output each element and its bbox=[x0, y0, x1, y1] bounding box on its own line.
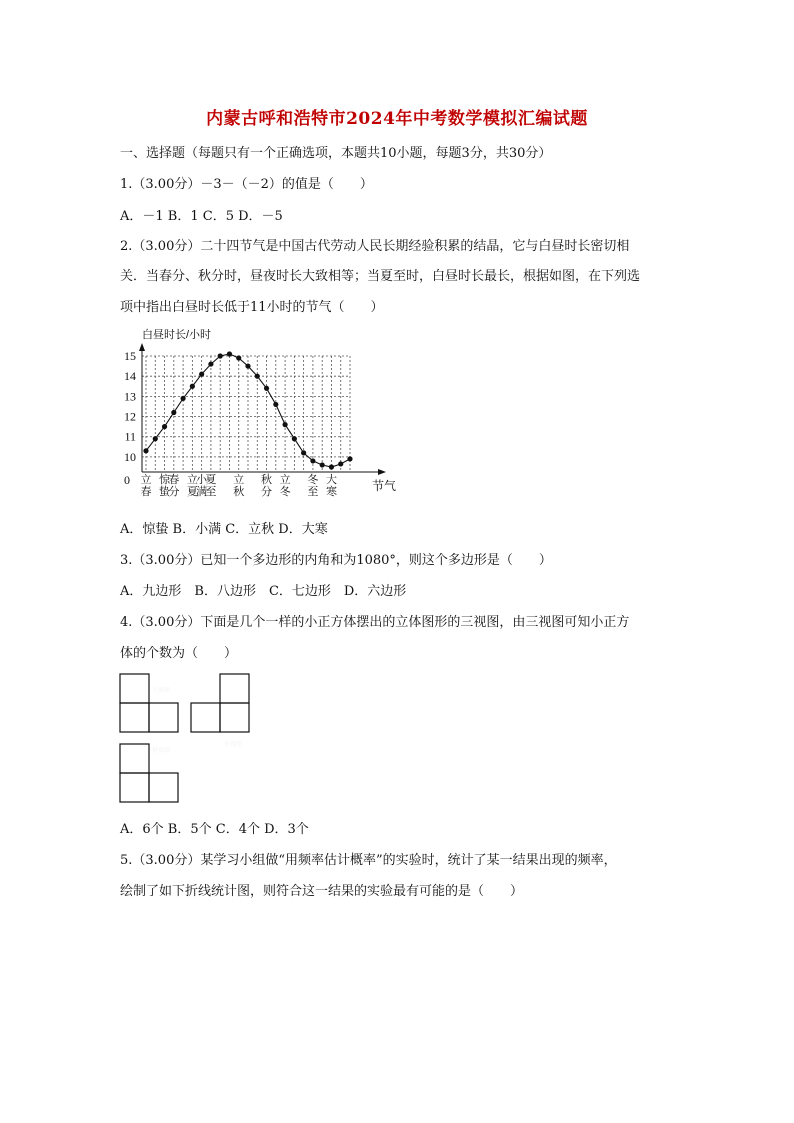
view-square bbox=[220, 674, 249, 703]
data-point bbox=[199, 372, 204, 377]
front-view-label: 主视图 bbox=[152, 687, 171, 694]
x-label-char: 分 bbox=[168, 486, 180, 498]
question-2-stem-line-2: 关．当春分、秋分时，昼夜时长大致相等；当夏至时，白昼时长最长，根据如图，在下列选 bbox=[120, 269, 641, 284]
x-label-char: 秋 bbox=[233, 486, 245, 498]
question-5-stem-line-2: 绘制了如下折线统计图，则符合这一结果的实验最有可能的是（ ） bbox=[120, 884, 524, 899]
data-point bbox=[227, 351, 232, 356]
x-label bbox=[307, 472, 318, 498]
x-label-char: 小 bbox=[196, 474, 208, 486]
data-point bbox=[264, 386, 269, 391]
x-label-char: 分 bbox=[261, 486, 273, 498]
view-square bbox=[120, 674, 149, 703]
x-label-char: 立 bbox=[233, 474, 245, 486]
question-3-options: A．九边形 B．八边形 C．七边形 D．六边形 bbox=[120, 584, 407, 599]
x-label-char: 寒 bbox=[325, 486, 337, 498]
daylight-chart bbox=[118, 324, 418, 506]
data-point bbox=[153, 436, 158, 441]
x-label bbox=[141, 473, 152, 498]
question-5-stem-line-1: 5.（3.00分）某学习小组做“用频率估计概率”的实验时，统计了某一结果出现的频率， bbox=[120, 853, 617, 868]
x-label-char: 满 bbox=[196, 486, 208, 498]
x-label bbox=[168, 473, 179, 498]
series-line bbox=[146, 354, 350, 467]
view-square bbox=[220, 703, 249, 732]
view-square bbox=[149, 703, 178, 732]
x-label-char: 冬 bbox=[307, 474, 319, 486]
view-square bbox=[120, 773, 149, 802]
side-view-label: 左视图 bbox=[224, 741, 243, 748]
x-label-char: 蛰 bbox=[159, 486, 171, 498]
x-label-char: 春 bbox=[168, 474, 180, 486]
question-2-options: A．惊蛰 B．小满 C．立秋 D．大寒 bbox=[120, 522, 328, 537]
section-heading: 一、选择题（每题只有一个正确选项，本题共10小题，每题3分，共30分） bbox=[120, 146, 552, 161]
x-label-char: 大 bbox=[325, 474, 337, 486]
data-point bbox=[320, 462, 325, 467]
data-point bbox=[180, 396, 185, 401]
x-label bbox=[326, 472, 337, 498]
x-label bbox=[261, 472, 272, 498]
x-label-char: 立 bbox=[140, 474, 152, 486]
x-label-char: 惊 bbox=[159, 474, 171, 486]
x-label bbox=[205, 473, 216, 498]
y-tick-label: 13 bbox=[124, 389, 136, 404]
x-label-char: 至 bbox=[307, 486, 319, 498]
question-4-stem-line-1: 4.（3.00分）下面是几个一样的小正方体摆出的立体图形的三视图，由三视图可知小正方 bbox=[120, 615, 630, 630]
chart-xlabel: 节气 bbox=[372, 479, 397, 493]
question-1-stem: 1.（3.00分）－3－（－2）的值是（ ） bbox=[120, 177, 373, 192]
y-tick-label: 10 bbox=[124, 449, 136, 464]
question-2-stem-line-3: 项中指出白昼时长低于11小时的节气（ ） bbox=[120, 300, 384, 315]
x-label bbox=[280, 473, 291, 498]
question-1-options: A．－1 B．1 C．5 D．－5 bbox=[120, 209, 283, 224]
x-label-char: 夏 bbox=[205, 474, 217, 486]
data-point bbox=[245, 363, 250, 368]
view-square bbox=[191, 703, 220, 732]
question-4-stem-line-2: 体的个数为（ ） bbox=[120, 646, 238, 661]
x-axis-arrow bbox=[378, 469, 386, 475]
data-point bbox=[236, 355, 241, 360]
data-point bbox=[273, 402, 278, 407]
x-label-char: 夏 bbox=[186, 486, 198, 498]
view-square bbox=[120, 703, 149, 732]
data-point bbox=[143, 448, 148, 453]
data-point bbox=[171, 410, 176, 415]
view-square bbox=[149, 773, 178, 802]
y-tick-label: 11 bbox=[124, 429, 136, 444]
chart-y-ticks bbox=[124, 349, 136, 464]
data-point bbox=[310, 458, 315, 463]
x-label-char: 冬 bbox=[279, 486, 291, 498]
view-square bbox=[120, 744, 149, 773]
data-point bbox=[255, 374, 260, 379]
data-point bbox=[347, 456, 352, 461]
x-label-char: 秋 bbox=[261, 474, 273, 486]
question-2-stem-line-1: 2.（3.00分）二十四节气是中国古代劳动人民长期经验积累的结晶，它与白昼时长密切相 bbox=[120, 239, 630, 254]
chart-ylabel: 白昼时长/小时 bbox=[142, 329, 212, 341]
x-label-char: 立 bbox=[279, 474, 291, 486]
data-point bbox=[301, 450, 306, 455]
question-4-options: A．6个 B．5个 C．4个 D．3个 bbox=[120, 822, 309, 837]
y-axis-arrow bbox=[139, 343, 145, 351]
front-view bbox=[120, 674, 178, 732]
data-point bbox=[282, 422, 287, 427]
three-views-figure bbox=[118, 672, 258, 808]
x-label-char: 至 bbox=[205, 486, 217, 498]
page-title: 内蒙古呼和浩特市2024年中考数学模拟汇编试题 bbox=[206, 109, 588, 129]
data-point bbox=[329, 464, 334, 469]
data-point bbox=[190, 384, 195, 389]
top-view-label: 俯视图 bbox=[152, 747, 171, 754]
chart-origin-label: 0 bbox=[124, 473, 130, 487]
y-tick-label: 15 bbox=[124, 349, 136, 363]
x-label-char: 春 bbox=[140, 486, 152, 498]
data-point bbox=[292, 436, 297, 441]
chart-x-labels bbox=[141, 472, 337, 498]
x-label bbox=[233, 473, 244, 498]
data-point bbox=[338, 461, 343, 466]
y-tick-label: 14 bbox=[124, 369, 136, 384]
question-3-stem: 3.（3.00分）已知一个多边形的内角和为1080°，则这个多边形是（ ） bbox=[120, 553, 552, 568]
y-tick-label: 12 bbox=[124, 409, 136, 424]
data-point bbox=[218, 353, 223, 358]
data-point bbox=[208, 361, 213, 366]
side-view bbox=[191, 674, 249, 732]
data-point bbox=[162, 424, 167, 429]
x-label-char: 立 bbox=[186, 474, 198, 486]
